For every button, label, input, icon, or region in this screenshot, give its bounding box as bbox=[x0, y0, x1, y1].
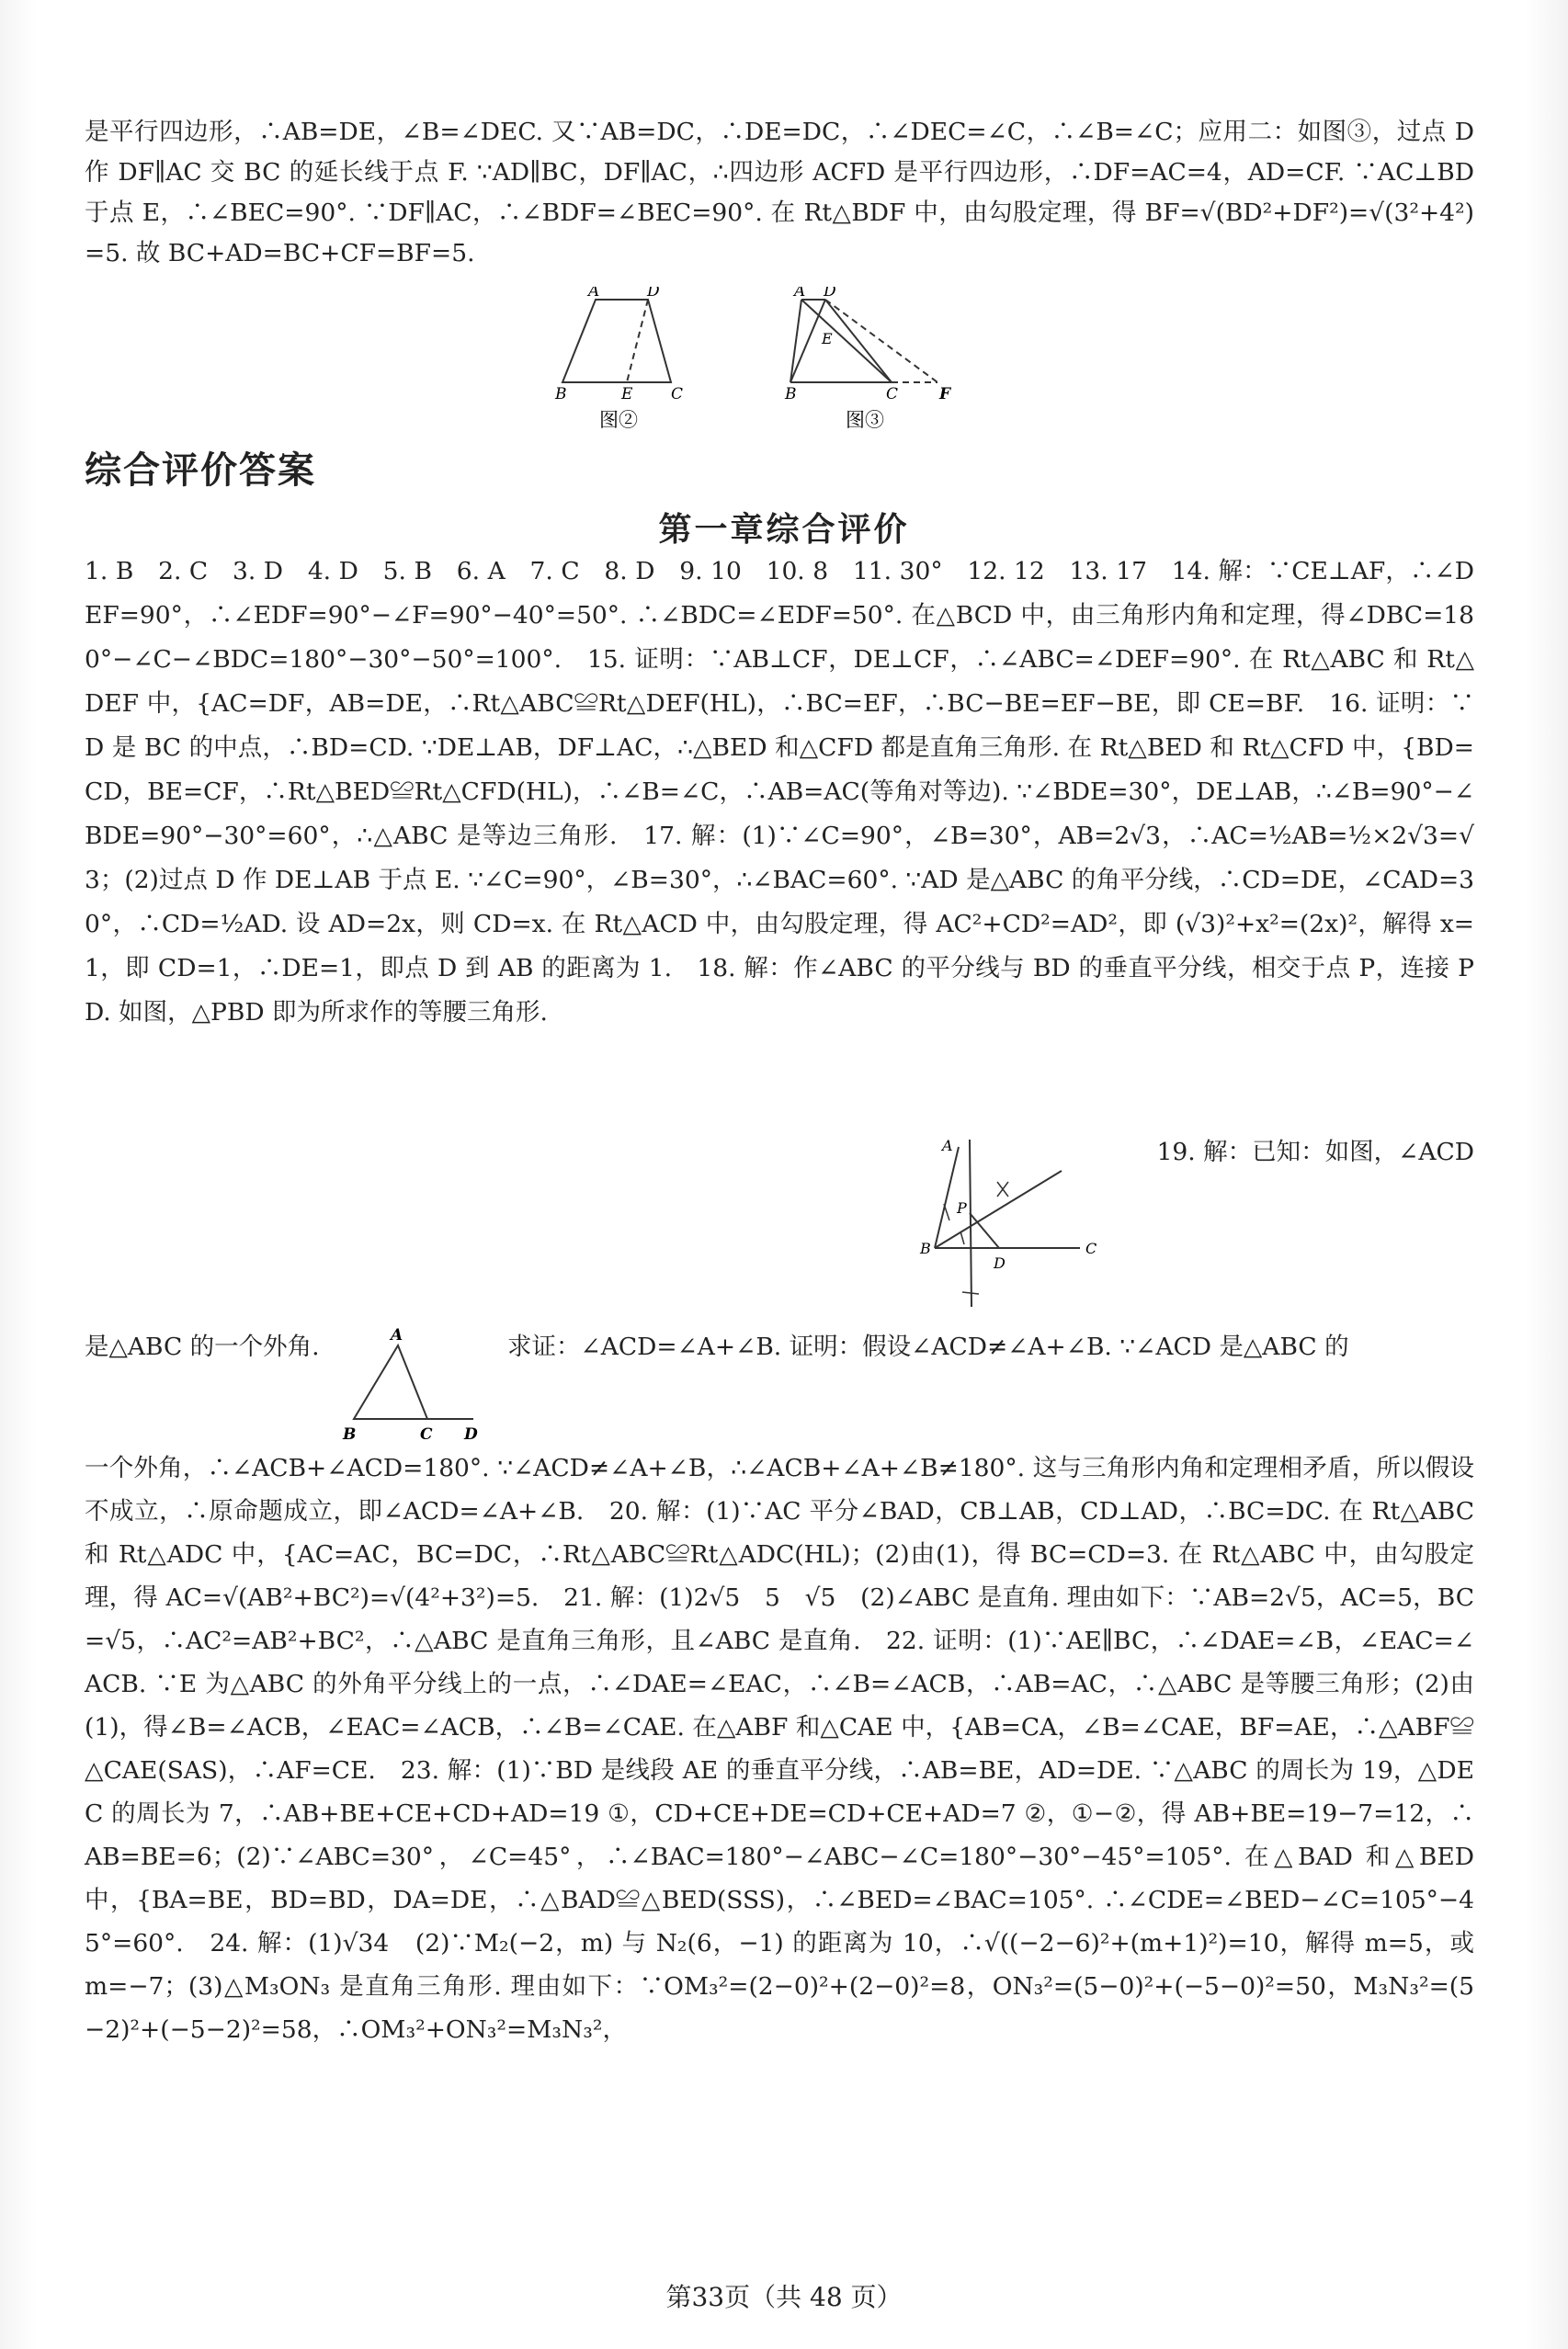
page-footer: 第33页（共 48 页） bbox=[665, 2282, 903, 2312]
fig3-label-f: F bbox=[939, 385, 951, 403]
answers-block-2 bbox=[85, 1447, 1474, 2051]
figure-q19 bbox=[335, 1327, 501, 1450]
figure-q18-diagram bbox=[905, 1136, 1117, 1311]
figure-2 bbox=[551, 287, 708, 437]
q19-line2b-text: 求证：∠ACD=∠A+∠B. 证明：假设∠ACD≠∠A+∠B. ∵∠ACD 是△ABC 的 bbox=[507, 1333, 1349, 1361]
section-title: 综合评价答案 bbox=[85, 449, 316, 492]
q19-line2a-text: 是△ABC 的一个外角. bbox=[85, 1333, 320, 1361]
fig19-label-a: A bbox=[391, 1327, 403, 1345]
fig3-label-c: C bbox=[886, 385, 899, 403]
answers-block-1-text: 1. B 2. C 3. D 4. D 5. B 6. A 7. C 8. D 9. 10 10. 8 11. 30° 12. 12 13. 17 14. 解：∵CE⊥AF，∴∠DEF=90°，∴∠EDF=90°−∠F=90°−40°=50°. ∴∠BDC=∠EDF=50°. 在△BCD 中，由三角形内角和定理，得∠DBC=180°−∠C−∠BDC=180°−30°−50°=100°. 15. 证明：∵AB⊥CF，DE⊥CF，∴∠ABC=∠DEF=90°. 在 Rt△ABC 和 Rt△DEF 中，{AC=DF，AB=DE，∴Rt△ABC≌Rt△DEF(HL)，∴BC=EF，∴BC−BE=EF−BE，即 CE=BF. 16. 证明：∵D 是 BC 的中点，∴BD=CD. ∵DE⊥AB，DF⊥AC，∴△BED 和△CFD 都是直角三角形. 在 Rt△BED 和 Rt△CFD 中，{BD=CD，BE=CF，∴Rt△BED≌Rt△CFD(HL)，∴∠B=∠C，∴AB=AC(等角对等边). ∵∠BDE=30°，DE⊥AB，∴∠B=90°−∠BDE=90°−30°=60°，∴△ABC 是等边三角形. 17. 解：(1)∵∠C=90°，∠B=30°，AB=2√3，∴AC=½AB=½×2√3=√3；(2)过点 D 作 DE⊥AB 于点 E. ∵∠C=90°，∠B=30°，∴∠BAC=60°. ∵AD 是△ABC 的角平分线，∴CD=DE，∠CAD=30°，∴CD=½AD. 设 AD=2x，则 CD=x. 在 Rt△ACD 中，由勾股定理，得 AC²+CD²=AD²，即 (√3)²+x²=(2x)²，解得 x=1，即 CD=1，∴DE=1，即点 D 到 AB 的距离为 1. 18. 解：作∠ABC 的平分线与 BD 的垂直平分线，相交于点 P，连接 PD. 如图，△PBD 即为所求作的等腰三角形. bbox=[85, 557, 1475, 1027]
fig19-label-c: C bbox=[420, 1425, 433, 1444]
intro-paragraph bbox=[85, 112, 1474, 274]
fig2-label-b: B bbox=[555, 385, 567, 403]
figure-3-diagram bbox=[781, 287, 965, 434]
fig3-label-e: E bbox=[822, 330, 833, 347]
fig3-caption: 图③ bbox=[846, 409, 884, 431]
fig18-label-b: B bbox=[920, 1240, 931, 1257]
fig18-label-p: P bbox=[957, 1199, 967, 1217]
fig18-label-c: C bbox=[1085, 1240, 1097, 1257]
intro-text: 是平行四边形，∴AB=DE，∠B=∠DEC. 又∵AB=DC，∴DE=DC，∴∠DEC=∠C，∴∠B=∠C；应用二：如图③，过点 D 作 DF∥AC 交 BC 的延长线于点 F. ∵AD∥BC，DF∥AC，∴四边形 ACFD 是平行四边形，∴DF=AC=4，AD=CF. ∵AC⊥BD 于点 E，∴∠BEC=90°. ∵DF∥AC，∴∠BDF=∠BEC=90°. 在 Rt△BDF 中，由勾股定理，得 BF=√(BD²+DF²)=√(3²+4²)=5. 故 BC+AD=BC+CF=BF=5. bbox=[85, 118, 1474, 267]
q19-start bbox=[1112, 1132, 1474, 1173]
answers-block-1 bbox=[85, 550, 1474, 1035]
figure-q18 bbox=[905, 1136, 1117, 1314]
fig3-label-b: B bbox=[785, 385, 797, 403]
fig19-label-b: B bbox=[343, 1425, 357, 1444]
fig3-label-d: D bbox=[824, 287, 836, 301]
fig2-label-c: C bbox=[671, 385, 684, 403]
figure-2-diagram bbox=[551, 287, 708, 434]
fig2-label-d: D bbox=[647, 287, 660, 301]
chapter-title: 第一章综合评价 bbox=[658, 511, 910, 549]
q19-line2b bbox=[507, 1327, 1474, 1367]
fig19-label-d: D bbox=[464, 1425, 478, 1444]
fig18-label-d: D bbox=[994, 1254, 1006, 1272]
fig2-caption: 图② bbox=[599, 409, 638, 431]
fig3-label-a: A bbox=[794, 287, 806, 301]
figure-q19-diagram bbox=[335, 1327, 501, 1447]
fig18-label-a: A bbox=[942, 1137, 953, 1154]
answers-block-2-text: 一个外角，∴∠ACB+∠ACD=180°. ∵∠ACD≠∠A+∠B，∴∠ACB+∠A+∠B≠180°. 这与三角形内角和定理相矛盾，所以假设不成立，∴原命题成立，即∠ACD=∠A+∠B. 20. 解：(1)∵AC 平分∠BAD，CB⊥AB，CD⊥AD，∴BC=DC. 在 Rt△ABC 和 Rt△ADC 中，{AC=AC，BC=DC，∴Rt△ABC≌Rt△ADC(HL)；(2)由(1)，得 BC=CD=3. 在 Rt△ABC 中，由勾股定理，得 AC=√(AB²+BC²)=√(4²+3²)=5. 21. 解：(1)2√5 5 √5 (2)∠ABC 是直角. 理由如下：∵AB=2√5，AC=5，BC=√5，∴AC²=AB²+BC²，∴△ABC 是直角三角形，且∠ABC 是直角. 22. 证明：(1)∵AE∥BC，∴∠DAE=∠B，∠EAC=∠ACB. ∵E 为△ABC 的外角平分线上的一点，∴∠DAE=∠EAC，∴∠B=∠ACB，∴AB=AC，∴△ABC 是等腰三角形；(2)由(1)，得∠B=∠ACB，∠EAC=∠ACB，∴∠B=∠CAE. 在△ABF 和△CAE 中，{AB=CA，∠B=∠CAE，BF=AE，∴△ABF≌△CAE(SAS)，∴AF=CE. 23. 解：(1)∵BD 是线段 AE 的垂直平分线，∴AB=BE，AD=DE. ∵△ABC 的周长为 19，△DEC 的周长为 7，∴AB+BE+CE+CD+AD=19 ①，CD+CE+DE=CD+CE+AD=7 ②，①−②，得 AB+BE=19−7=12，∴AB=BE=6；(2)∵∠ABC=30°，∠C=45°，∴∠BAC=180°−∠ABC−∠C=180°−30°−45°=105°. 在△BAD 和△BED 中，{BA=BE，BD=BD，DA=DE，∴△BAD≌△BED(SSS)，∴∠BED=∠BAC=105°. ∴∠CDE=∠BED−∠C=105°−45°=60°. 24. 解：(1)√34 (2)∵M₂(−2，m) 与 N₂(6，−1) 的距离为 10，∴√((−2−6)²+(m+1)²)=10，解得 m=5，或 m=−7；(3)△M₃ON₃ 是直角三角形. 理由如下：∵OM₃²=(2−0)²+(2−0)²=8，ON₃²=(5−0)²+(−5−0)²=50，M₃N₃²=(5−2)²+(−5−2)²=58，∴OM₃²+ON₃²=M₃N₃²， bbox=[85, 1454, 1474, 2044]
fig2-label-e: E bbox=[621, 385, 633, 403]
q19-start-text: 19. 解：已知：如图，∠ACD bbox=[1156, 1138, 1474, 1166]
figure-3 bbox=[781, 287, 965, 437]
fig2-label-a: A bbox=[588, 287, 600, 301]
